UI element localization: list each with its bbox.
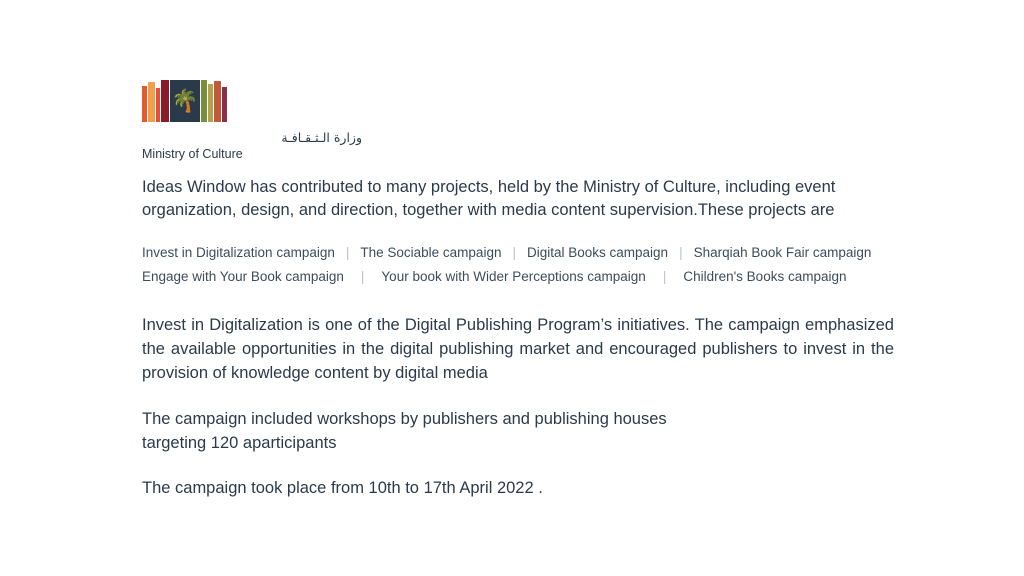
intro-paragraph: Ideas Window has contributed to many projects, held by the Ministry of Culture, including event organization, design, and direction, together with media content supervision.These projects are	[142, 178, 836, 220]
logo-bar	[148, 82, 155, 122]
separator-icon: |	[360, 268, 365, 284]
logo-emblem	[170, 80, 200, 122]
separator-icon: |	[512, 244, 516, 260]
separator-icon: |	[679, 244, 683, 260]
logo-bar	[161, 80, 169, 122]
separator-icon: |	[662, 268, 667, 284]
workshops-line-1: The campaign included workshops by publishers and publishing houses	[142, 409, 667, 428]
workshops-paragraph	[142, 408, 894, 456]
ministry-of-culture-logo	[142, 80, 362, 161]
logo-bar	[201, 80, 207, 122]
dates-paragraph: The campaign took place from 10th to 17th April 2022 .	[142, 479, 543, 498]
logo-bar	[214, 81, 221, 122]
logo-mark	[142, 80, 246, 122]
campaign-item: Your book with Wider Perceptions campaign	[381, 268, 646, 284]
logo-arabic-name: وزارة الـثـقـافـة	[281, 130, 362, 145]
slide-content	[142, 176, 894, 523]
initiative-paragraph: Invest in Digitalization is one of the Digital Publishing Program’s initiatives. The campaign emphasized the available opportunities in the digital publishing market and encouraged publishers to invest in the provision of knowledge content by digital media	[142, 315, 894, 382]
logo-english-name: Ministry of Culture	[142, 147, 243, 161]
workshops-line-2: targeting 120 aparticipants	[142, 433, 337, 452]
palm-tree-icon: 🌴	[171, 88, 199, 113]
campaign-item: Sharqiah Book Fair campaign	[693, 244, 872, 260]
logo-bar	[208, 84, 213, 122]
campaign-item: Invest in Digitalization campaign	[142, 244, 335, 260]
campaign-item: Children's Books campaign	[683, 268, 847, 284]
separator-icon: |	[345, 244, 350, 260]
logo-bar	[156, 88, 160, 122]
logo-bar	[222, 87, 227, 122]
campaign-item: The Sociable campaign	[360, 244, 502, 260]
campaign-list	[142, 245, 894, 284]
campaign-row-2	[142, 269, 894, 284]
campaign-item: Digital Books campaign	[526, 244, 669, 260]
logo-bar	[142, 86, 147, 122]
campaign-row-1	[142, 245, 894, 260]
campaign-item: Engage with Your Book campaign	[142, 268, 344, 284]
